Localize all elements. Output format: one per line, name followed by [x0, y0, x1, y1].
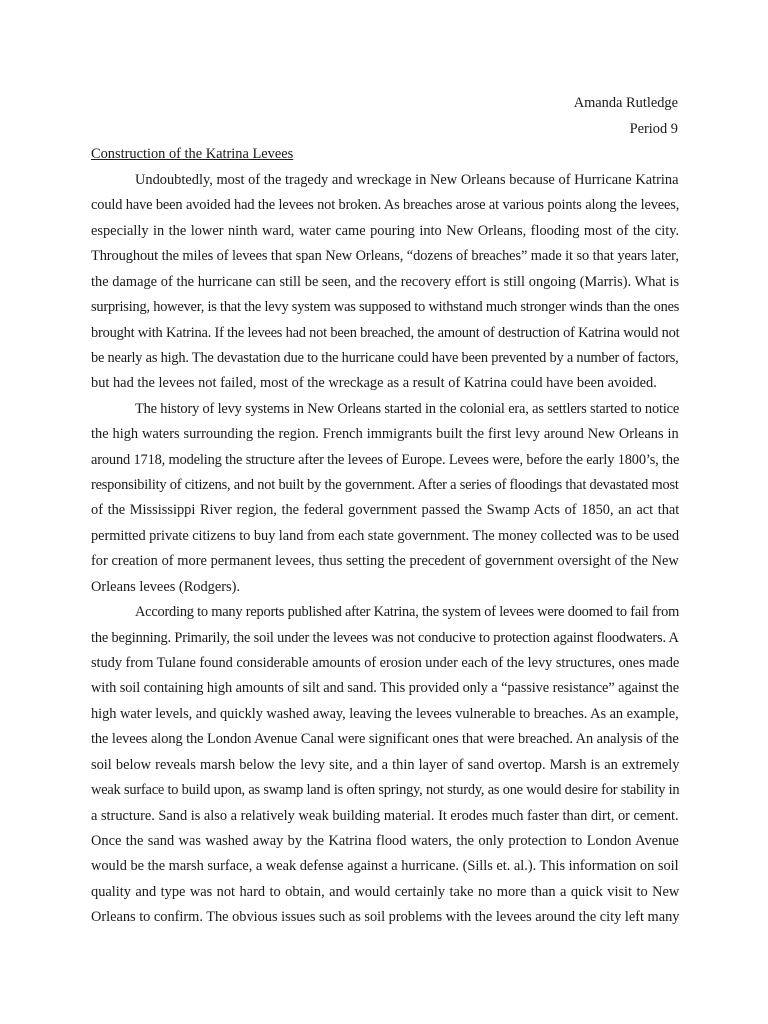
author-name: Amanda Rutledge: [573, 95, 678, 111]
body-text-line: but had the levees not failed, most of the wreckage as a result of Katrina could have been avoided.: [91, 375, 657, 391]
body-text-line: surprising, however, is that the levy system was supposed to withstand much stronger winds than the ones: [91, 299, 680, 315]
body-text-line: permitted private citizens to buy land from each state government. The money collected was to be used: [91, 528, 679, 544]
body-text-line: high water levels, and quickly washed away, leaving the levees vulnerable to breaches. As an example,: [91, 706, 679, 722]
body-text-line: quality and type was not hard to obtain, and would certainly take no more than a quick visit to New: [91, 884, 680, 900]
body-text-line: weak surface to build upon, as swamp land is often springy, not sturdy, as one would desire for stability in: [91, 782, 680, 798]
body-text-line: the high waters surrounding the region. French immigrants built the first levy around New Orleans in: [91, 426, 679, 442]
body-text-line: Throughout the miles of levees that span New Orleans, “dozens of breaches” made it so that years later,: [91, 248, 679, 264]
body-text-line: could have been avoided had the levees not broken. As breaches arose at various points along the levees,: [91, 197, 680, 213]
body-text-line: Once the sand was washed away by the Katrina flood waters, the only protection to London Avenue: [91, 833, 679, 849]
body-text-line: study from Tulane found considerable amounts of erosion under each of the levy structures, ones made: [91, 655, 680, 671]
body-text-line: of the Mississippi River region, the federal government passed the Swamp Acts of 1850, an act that: [91, 502, 680, 518]
body-text-line: Orleans levees (Rodgers).: [91, 579, 241, 595]
body-text-line: According to many reports published after Katrina, the system of levees were doomed to fail from: [135, 604, 680, 620]
body-text-line: the beginning. Primarily, the soil under the levees was not conducive to protection against floodwaters. A: [91, 630, 679, 646]
body-text-line: be nearly as high. The devastation due to the hurricane could have been prevented by a number of factors,: [91, 350, 679, 366]
body-text-line: a structure. Sand is also a relatively weak building material. It erodes much faster than dirt, or cement.: [91, 808, 679, 824]
class-period: Period 9: [629, 121, 678, 137]
body-text-line: the damage of the hurricane can still be seen, and the recovery effort is still ongoing (Marris). What is: [91, 274, 680, 290]
body-text-line: the levees along the London Avenue Canal were significant ones that were breached. An analysis of the: [91, 731, 679, 747]
body-text-line: Orleans to confirm. The obvious issues such as soil problems with the levees around the city left many: [91, 909, 680, 925]
body-text-line: around 1718, modeling the structure after the levees of Europe. Levees were, before the early 1800’s, the: [91, 452, 680, 468]
body-text-line: responsibility of citizens, and not built by the government. After a series of floodings that devastated most: [91, 477, 679, 493]
body-text-line: The history of levy systems in New Orleans started in the colonial era, as settlers started to notice: [135, 401, 680, 417]
body-text-line: brought with Katrina. If the levees had not been breached, the amount of destruction of Katrina would not: [91, 325, 680, 341]
body-text-line: with soil containing high amounts of silt and sand. This provided only a “passive resistance” against the: [91, 680, 680, 696]
essay-title: Construction of the Katrina Levees: [91, 146, 294, 162]
body-text-line: soil below reveals marsh below the levy site, and a thin layer of sand overtop. Marsh is an extremely: [91, 757, 680, 773]
body-text-line: would be the marsh surface, a weak defense against a hurricane. (Sills et. al.). This information on soil: [91, 858, 679, 874]
body-text-line: Undoubtedly, most of the tragedy and wreckage in New Orleans because of Hurricane Katrina: [135, 172, 679, 188]
body-text-line: especially in the lower ninth ward, water came pouring into New Orleans, flooding most of the city.: [91, 223, 680, 239]
body-text-line: for creation of more permanent levees, thus setting the precedent of government oversight of the New: [91, 553, 679, 569]
